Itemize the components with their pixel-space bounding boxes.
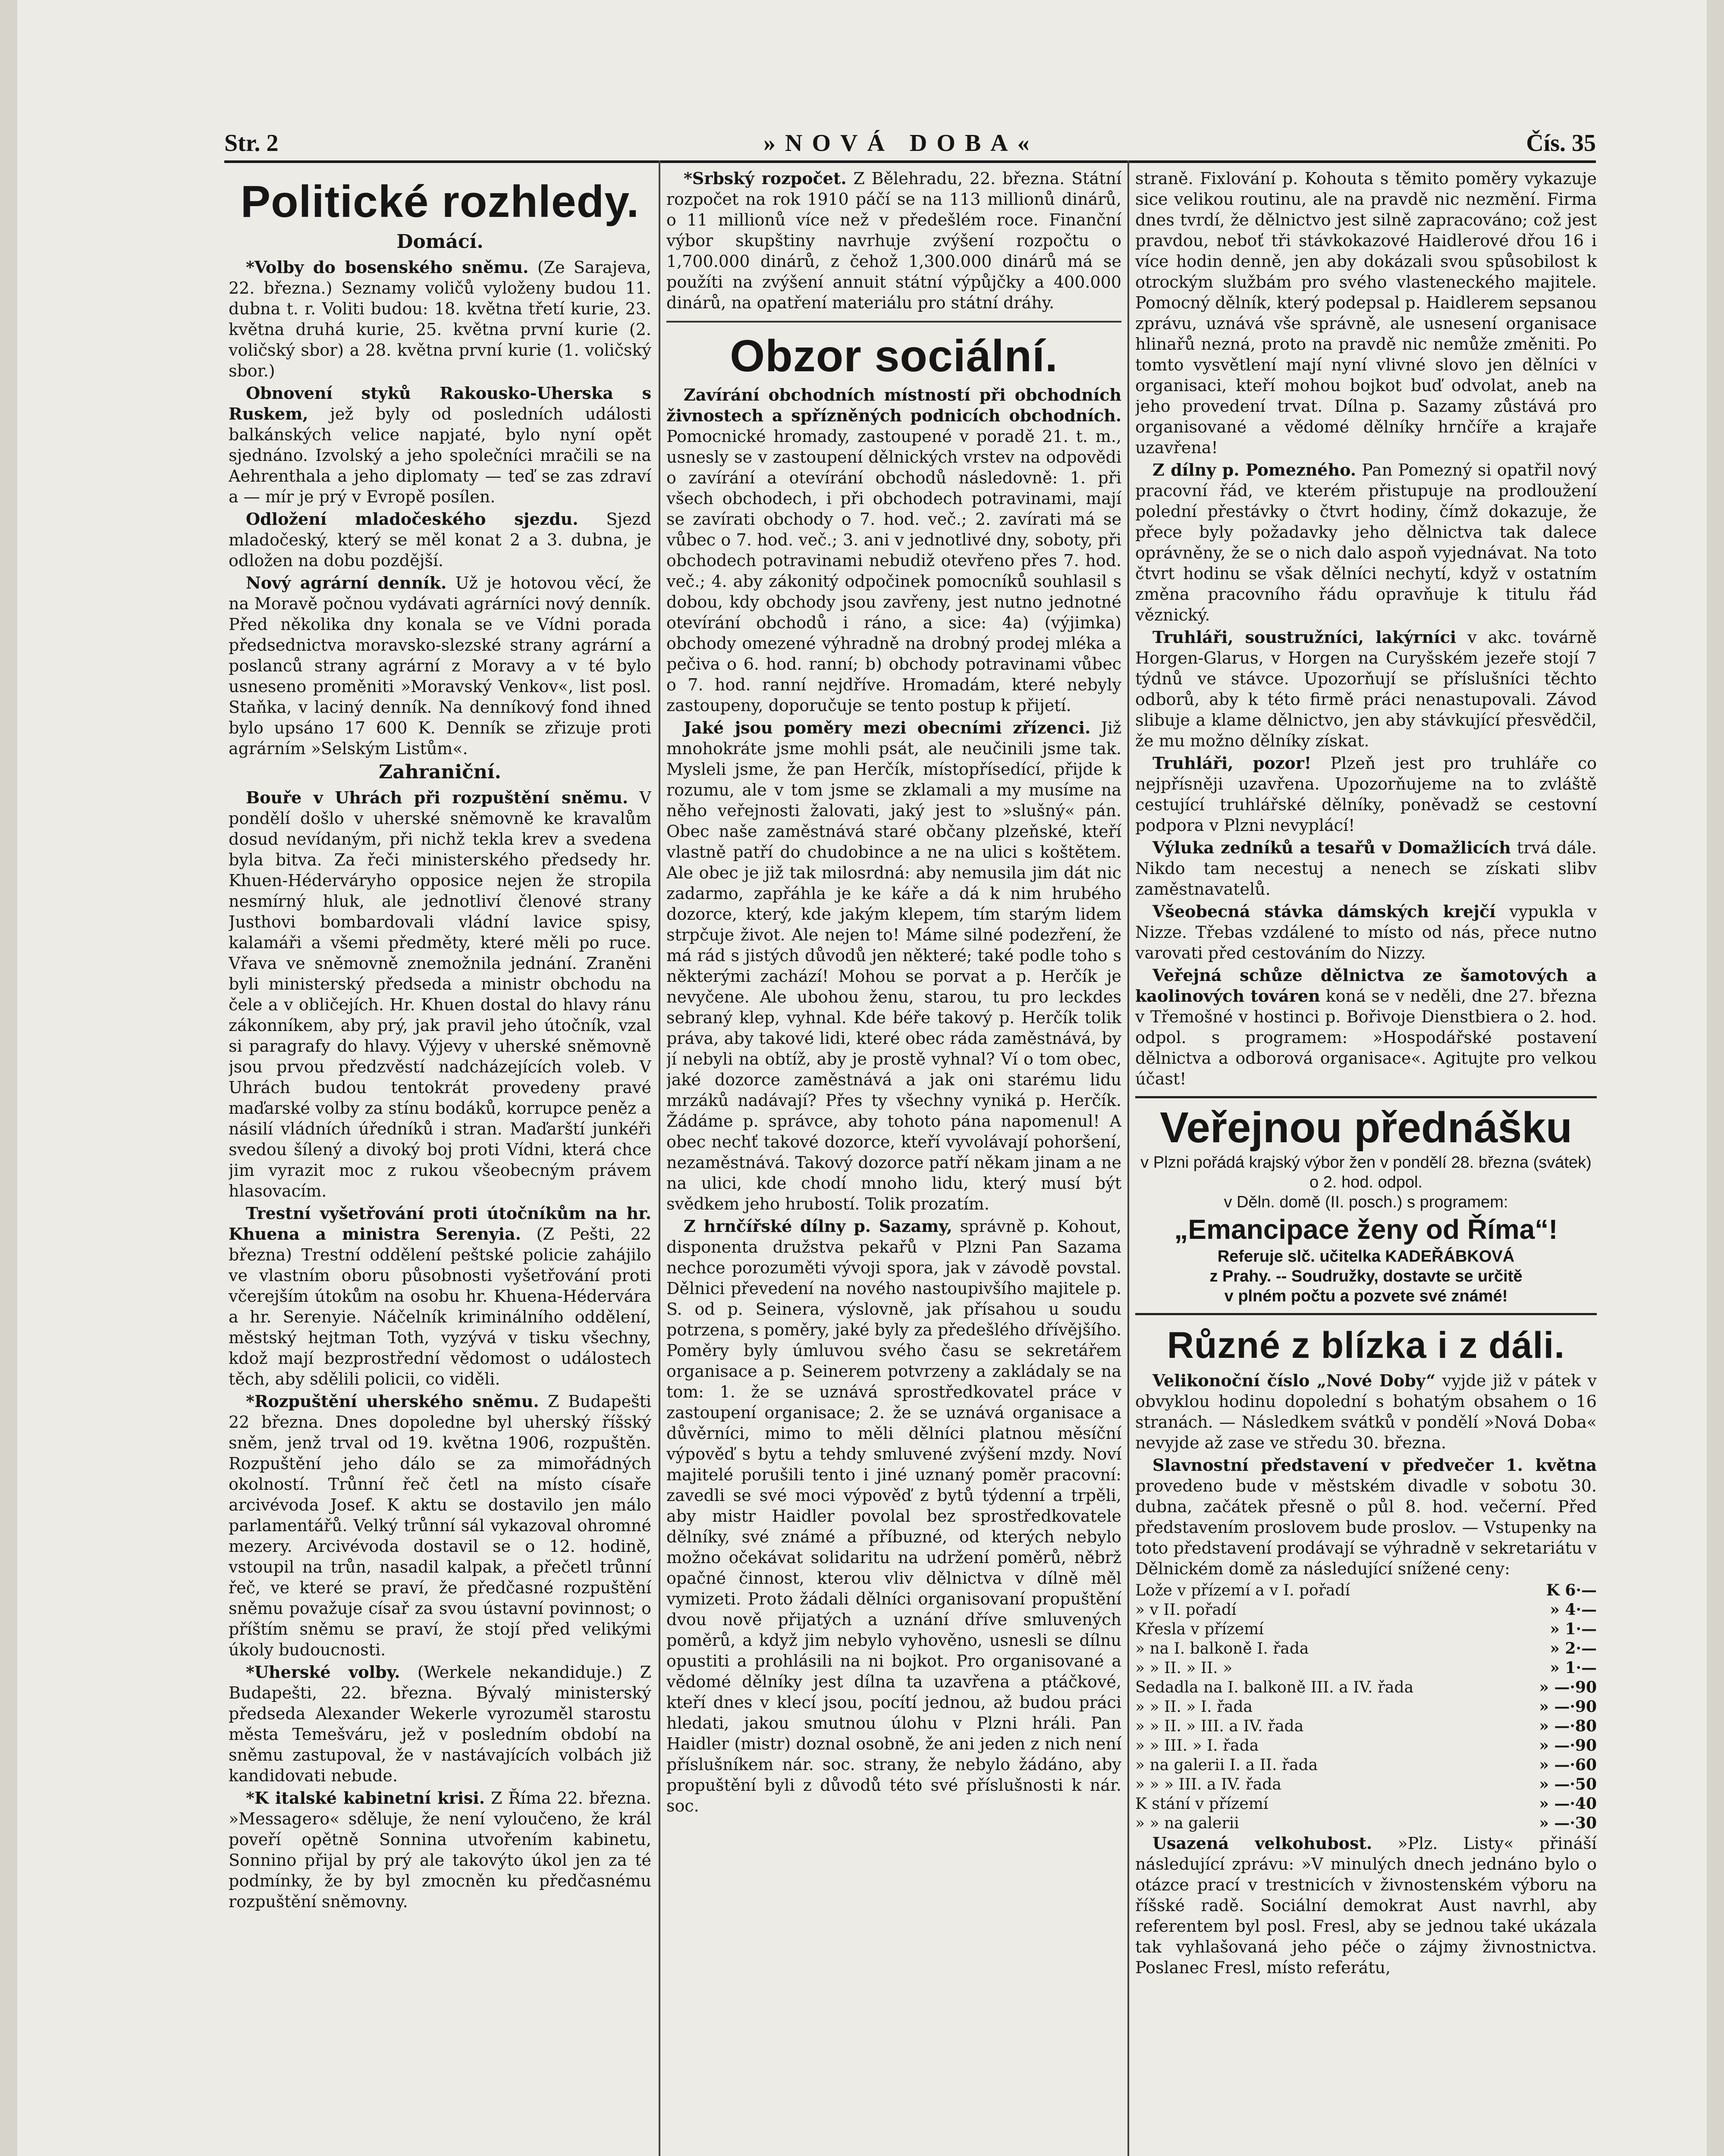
price-label: Křesla v přízemí	[1135, 1620, 1264, 1638]
price-row	[1135, 1794, 1597, 1814]
price-label: Lože v přízemí a v I. pořadí	[1135, 1582, 1350, 1599]
lecture-topic: „Emancipace ženy od Říma“!	[1174, 1214, 1558, 1245]
column-2	[666, 168, 1121, 2156]
price-row	[1135, 1814, 1597, 1833]
article-shop-closing: Zavírání obchodních místností při obchodních živnostech a spřízněných podnicích obchodních. Pomocnické hromady, zastoupené v poradě 21. t. m., usnesly se v zastoupení dělnických vrstev na odpovědi o zavírání a otevírání obchodů následovně: 1. při všech obchodech, i při obchodech potravinami, mají se zavírati obchody o 7. hod. več.; 2. zavírati má se vůbec o 7. hod. več.; 3. ani v jednotlivé dny, soboty, při obchodech potravinami nebudiž otevřeno přes 7. hod. več.; 4. aby zákonitý odpočinek pomocníků souhlasil s dobou, kdy obchody jsou zavřeny, jest nutno jednotné otevírání obchodů i ráno, a sice: 4a) (výjimka) obchody omezené výhradně na drobný prodej mléka a pečiva o 6. hod. ranní; b) obchody potravinami vůbec o 7. hod. ranní nejdříve. Hromadám, které nebyly zastoupeny, doporučuje se tento postup k přijetí.	[666, 385, 1121, 715]
price-label: Sedadla na I. balkoně III. a IV. řada	[1135, 1679, 1414, 1696]
section-title-misc: Různé z blízka i z dáli.	[1167, 1325, 1565, 1366]
article-pottery-workshop: Z hrnčířské dílny p. Sazamy, správně p. Kohout, disponenta družstva pekařů v Plzni Pan Sazama nechce porozuměti vývoji spora, jak v závodě povstal. Dělnici převedení na nového nastoupivšího majitele p. S. od p. Seinera, výslovně, jak přísahou u soudu potrzena, s poměry, jaké byly za předešlého dřívějšího. Poměry byly úmluvou svého času se sekretářem organisace a p. Seinerem potvrzeny a zakládaly se na tom: 1. že se uznává sprostředkovatel práce v zastoupení organisace; 2. že se uznává organisace a důvěrníci, mimo to měli dělníci platnou měsíční výpověď s bytu a tehdy smluvené zvýšení mzdy. Noví majitelé porušili tento i jiné uznaný poměr pracovní: zavedli se své moci výpověď z bytů týdenní a trpěli, aby mistr Haidler povolal bez sprostředkovatele dělníky, své známé a příbuzné, od kterých nebylo možno očekávat solidaritu na udržení poměrů, něbrž opačné činnost, kterou vliv dělnictva v dílně měl vymizeti. Proto žádali dělníci organisovaní propuštění dvou nově přijatých a uznání dříve smluvených poměrů, a když jim nebylo vyhověno, usnesli se dílnu opustiti a prohlásili na ni bojkot. Pro organisované a vědomé dělníky jest dílna ta uzavřena a ptáčkové, kteří dnes v klecí jsou, pocítí jednou, až budou práci hledati, jakou smutnou úlohu v Plzni hráli. Pan Haidler (mistr) doznal osobně, že ani jeden z nich není příslušníkem nár. soc. strany, že nebylo žádáno, aby propuštění byli z důvodů této své příslušnosti k nár. soc.	[666, 1216, 1121, 1815]
article-public-meeting: Veřejná schůze dělnictva ze šamotových a kaolinových továren koná se v neděli, dne 27. března v Třemošné v hostinci p. Bořivoje Dienstbiera o 2. hod. odpol. s programem: »Hospodářské postavení dělnictva a odborová organisace«. Agitujte pro velkou účast!	[1135, 965, 1597, 1088]
lecture-line-4: z Prahy. -- Soudružky, dostavte se určitě	[1209, 1267, 1523, 1285]
price-label: » » III. » I. řada	[1135, 1737, 1259, 1755]
article-hungary-storm: Bouře v Uhrách při rozpuštění sněmu. V pondělí došlo v uherské sněmovně ke kravalům dosud nevídaným, při nichž tekla krev a svedena byla bitva. Za řeči ministerského předsedy hr. Khuen-Héderváryho opposice nejen že stropila nesmírný hluk, ale jednotliví členové strany Justhovi bombardovali vládní lavice spisy, kalamáři a všemi předměty, které měli po ruce. Vřava ve sněmovně znemožnila jednání. Zraněni byli ministerský předseda a ministr obchodu na čele a v obličejích. Hr. Khuen dostal do hlavy ránu zákonníkem, aby prý, jak pravil jeho útočník, vzal si paragrafy do hlavy. Výjevy v uherské sněmovně jsou prvou předzvěstí nadcházejících voleb. V Uhrách budou tentokrát provedeny pravé maďarské volby za stínu bodáků, korrupce peněz a násilí vládních úředníků i stran. Maďarští junkéři svedou šílený a divoký boj proti Vídni, která chce jim vyrazit moc z rukou všeobecným právem hlasovacím.	[229, 788, 651, 1200]
price-row	[1135, 1600, 1597, 1620]
section-title-social: Obzor sociální.	[730, 331, 1058, 381]
price-value: » 2·—	[1550, 1639, 1597, 1658]
price-label: K stání v přízemí	[1135, 1795, 1269, 1813]
price-value: » —·30	[1539, 1814, 1597, 1832]
article-criminal-investigation: Trestní vyšetřování proti útočníkům na hr. Khuena a ministra Serenyia. (Z Pešti, 22 března) Trestní oddělení peštské policie zahájilo ve vlastním oboru působnosti vyšetřování proti včerejším útokům na osobu hr. Khuena-Hédervára a hr. Serenyie. Náčelník kriminálního oddělení, městský hejtman Toth, vyzývá v tisku všechny, kdož mají bezprostřední vědomost o událostech těch, aby sdělili policii, co viděli.	[229, 1203, 651, 1388]
price-row	[1135, 1755, 1597, 1775]
article-festive-performance: Slavnostní představení v předvečer 1. května provedeno bude v městském divadle v sobotu 30. dubna, začátek přesně o půl 8. hod. večerní. Před představením proslovem bude proslov. — Vstupenky na toto představení prodávají se výhradně v sekretariátu v Dělnickém domě za následující snížené ceny:	[1135, 1455, 1597, 1578]
lecture-title: Veřejnou přednášku	[1160, 1103, 1572, 1152]
article-big-mouth: Usazená velkohubost. »Plz. Listy« přináší následující zprávu: »V minulých dnech jednáno bylo o otázce prací v trestnicích v živnostenském výboru na říšské radě. Sociální demokrat Aust navrhl, aby referentem byl posl. Fresl, aby se jednou také ukázala tak vyhlašovaná jeho péče o zájmy živnostnictva. Poslanec Fresl, místo referátu,	[1135, 1833, 1597, 1977]
article-young-czech-congress: Odložení mladočeského sjezdu. Sjezd mladočeský, který se měl konat 2 a 3. dubna, je odložen na dobu pozdější.	[229, 509, 651, 570]
price-row	[1135, 1697, 1597, 1717]
price-value: » —·40	[1539, 1795, 1597, 1813]
scan-edge-left	[0, 0, 17, 2156]
article-serbian-budget: *Srbský rozpočet. Z Bělehradu, 22. března. Státní rozpočet na rok 1910 páčí se na 113 millionů dinárů, o 11 millionů více než v předešlém roce. Finanční výbor skupštiny navrhuje zvýšení rozpočtu o 1,700.000 dinárů, z čehož 1,300.000 dinárů má se použíti na zvýšení annuit státní výpůjčky a 400.000 dinárů, na opatření materiálu pro státní dráhy.	[666, 169, 1121, 312]
price-value: » —·90	[1539, 1736, 1597, 1755]
article-italian-crisis: *K italské kabinetní krisi. Z Říma 22. března. »Messagero« sděluje, že není vyloučeno, že král poveří opětně Sonnina utvořením kabinetu, Sonnino přijal by prý ale takovýto úkol jen za té podmínky, že by byl zmocněn ku předčasnému rozpuštění sněmovny.	[229, 1788, 651, 1911]
column-1	[229, 168, 651, 2156]
article-municipal-workers: Jaké jsou poměry mezi obecními zřízenci. Již mnohokráte jsme mohli psát, ale neučinili jsme tak. Mysleli jsme, že pan Herčík, místopřísedící, přijde k rozumu, ale v tom jsme se zklamali a my musíme na něho veřejnosti žalovati, jaký jest to »slušný« pán. Obec naše zaměstnává staré občany plzeňské, kteří vlastně patří do chudobince a ne na ulici s koštětem. Ale obec je již tak milosrdná: aby nemusila jim dát nic zadarmo, zapřáhla je ke káře a dá k nim hrubého dozorce, který, kde jakým klepem, tím starým lidem strpčuje život. Ale nejen to! Máme silné podezření, že má rád s jistých důvodů jen některé; také podle toho s některými zachází! Mohou se porvat a p. Herčík je nevyčene. Ale ubohou ženu, starou, tu pro leckdes sebraný klep, vyhnal. Kde béře takový p. Herčík tolik práva, aby takové lidi, které obec ráda zaměstnává, by jí nebyli na obtíž, aby je prostě vyhnal? Ví o tom obec, jaké dozorce zaměstnává a jak oni starému lidu mrzáků nadávají? Přes ty všechny vyniká p. Herčík. Žádáme p. správce, aby tohoto pána napomenul! A obec nechť takové dozorce, kteří vyvolávají pohoršení, nezaměstnává. Takový dozorce patří někam jinam a ne na ulici, kde chodí mnoho lidu, který musí být svědkem jeho hrubostí. Tolik prozatím.	[666, 718, 1121, 1213]
article-carpenters-strike: Truhláři, soustružníci, lakýrníci v akc. továrně Horgen-Glarus, v Horgen na Curyšském jezeře stojí 7 týdnů ve stávce. Upozorňují se příslušníci těchto odborů, aby k této firmě práci nenastupovali. Závod slibuje a klame dělnictvo, jen aby stávkující přesvědčil, že mu možno dělníky získat.	[1135, 627, 1597, 750]
masthead-title: »NOVÁ DOBA«	[763, 130, 1039, 157]
lecture-line-3: Referuje slč. učitelka KADEŘÁBKOVÁ	[1217, 1247, 1515, 1266]
section-rule	[666, 321, 1121, 323]
header-rule	[224, 160, 1596, 163]
issue-number: Čís. 35	[1526, 130, 1596, 157]
subsection-foreign: Zahraniční.	[379, 761, 501, 783]
article-parliament-dissolution: *Rozpuštění uherského sněmu. Z Budapešti 22 března. Dnes dopoledne byl uherský říšský sněm, jenž trval od 19. května 1906, rozpuštěn. Rozpuštění jeho dálo se za mimořádných okolností. Trůnní řeč četl na místo císaře arcivévoda Josef. K aktu se dostavilo jen málo parlamentářů. Velký trůnní sál vykazoval ohromné mezery. Arcivévoda dostavil se o 12. hodině, vstoupil na trůn, nasadil kalpak, a přečetl trůnní řeč, ve které se praví, že předčasné rozpuštění sněmu považuje císař za svou ústavní povinnost; o příštím sněmu se praví, že stojí před velikými úkoly budoucnosti.	[229, 1391, 651, 1659]
price-value: » —·90	[1539, 1698, 1597, 1716]
article-easter-issue: Velikonoční číslo „Nové Doby“ vyjde již v pátek v obvyklou hodinu dopolední s bohatým obsahem o 16 stranách. — Následkem svátků v pondělí »Nová Doba« nevyjde až zase ve středu 30. března.	[1135, 1371, 1597, 1452]
price-row	[1135, 1736, 1597, 1755]
column-divider-2	[1127, 160, 1129, 2156]
article-lockout-domazlice: Výluka zedníků a tesařů v Domažlicích trvá dále. Nikdo tam necestuj a nenech se získati slibv zaměstnavatelů.	[1135, 838, 1597, 899]
section-title-politics: Politické rozhledy.	[240, 177, 640, 227]
price-row	[1135, 1581, 1597, 1600]
page-header	[224, 129, 1596, 164]
article-bosnian-elections: *Volby do bosenského sněmu. (Ze Sarajeva, 22. března.) Seznamy voličů vyloženy budou 11. dubna t. r. Voliti budou: 18. května třetí kurie, 23. května druhá kurie, 25. května první kurie (2. voličský sbor) a 28. května první kurie (1. voličský sbor.)	[229, 257, 651, 380]
price-value: » 1·—	[1550, 1620, 1597, 1638]
price-row	[1135, 1775, 1597, 1794]
article-austria-russia: Obnovení styků Rakousko-Uherska s Ruskem, jež byly od posledních události balkánských velice napjaté, bylo nyní opět sjednáno. Izvolský a jeho společníci mračili se na Aehrenthala a jeho diplomaty — teď se zas zdraví a — mír je prý v Evropě posílen.	[229, 383, 651, 506]
price-value: » 1·—	[1550, 1659, 1597, 1677]
price-label: » na I. balkoně I. řada	[1135, 1640, 1309, 1658]
price-label: » » II. » II. »	[1135, 1659, 1233, 1677]
price-label: » » II. » I. řada	[1135, 1698, 1253, 1716]
article-tailors-strike: Všeobecná stávka dámských krejčí vypukla v Nizze. Třebas vzdálené to místo od nás, přece nutno varovati před cestováním do Nizzy.	[1135, 902, 1597, 962]
lecture-announcement-box	[1135, 1096, 1597, 1315]
scan-edge-right	[1707, 0, 1724, 2156]
price-value: K 6·—	[1546, 1581, 1597, 1599]
price-value: » —·80	[1539, 1717, 1597, 1735]
page-number: Str. 2	[224, 130, 279, 157]
price-row	[1135, 1678, 1597, 1697]
price-value: » 4·—	[1550, 1601, 1597, 1619]
price-label: » » » III. a IV. řada	[1135, 1776, 1281, 1793]
price-row	[1135, 1620, 1597, 1639]
lecture-line-2: v Děln. domě (II. posch.) s programem:	[1224, 1193, 1508, 1211]
price-value: » —·60	[1539, 1756, 1597, 1774]
lecture-line-1: v Plzni pořádá krajský výbor žen v pondělí 28. března (svátek) o 2. hod. odpol.	[1140, 1153, 1592, 1191]
article-carpenters-warning: Truhláři, pozor! Plzeň jest pro truhláře co nejpřísněji uzavřena. Upozorňujeme na to zvláště cestující truhlářské dělníky, poněvadž se cestovní podpora v Plzni nevyplácí!	[1135, 753, 1597, 835]
price-label: » na galerii I. a II. řada	[1135, 1756, 1318, 1774]
lecture-line-5: v plném počtu a pozvete své známé!	[1224, 1287, 1508, 1305]
price-row	[1135, 1658, 1597, 1678]
ticket-price-table	[1135, 1581, 1597, 1833]
price-label: » » na galerii	[1135, 1814, 1239, 1832]
article-agrarian-daily: Nový agrární denník. Už je hotovou věcí, že na Moravě počnou vydávati agrárníci nový denník. Před několika dny konala se ve Vídni porada předsednictva moravsko-slezské strany agrární a poslanců strany agrární z Moravy a v té bylo usneseno proměniti »Moravský Venkov«, list posl. Staňka, v laciný denník. Na denníkový fond ihned bylo upsáno 17 600 K. Denník se zřizuje proti agrárním »Selským Listům«.	[229, 573, 651, 758]
article-pottery-continued: straně. Fixlování p. Kohouta s těmito poměry vykazuje sice velikou routinu, ale na pravdě nic nezmění. Firma dnes tvrdí, že dělnictvo jest silně zapracováno; což jest pravdou, neboť tři stávkokazové Haidlerové dřou 16 i více hodin denně, jen aby dokázali svou spůsobilost k otrockým službám pro svého vlasteneckého majitele. Pomocný dělník, který podepsal p. Haidlerem sepsanou zprávu, uznává vše správně, ale usnesení organisace hlinařů nezná, proto na pravdě nic nemůže změniti. Po tomto vysvětlení mají nyní vlivné slovo jen dělníci v organisaci, kteří mohou bojkot buď odvolat, aneb na jeho provedení trvat. Dílna p. Sazamy zůstává pro organisované a vědomé dělníky hrnčíře a krajaře uzavřena!	[1135, 169, 1597, 457]
price-row	[1135, 1717, 1597, 1736]
price-value: » —·90	[1539, 1678, 1597, 1696]
column-divider-1	[659, 160, 660, 2156]
price-label: » » II. » III. a IV. řada	[1135, 1717, 1304, 1735]
article-hungarian-elections: *Uherské volby. (Werkele nekandiduje.) Z Budapešti, 22. března. Bývalý ministerský předseda Alexander Wekerle vyrozuměl starostu města Temešváru, jež v posledním období na sněmu zastupoval, že v nastávajících volbách již kandidovati nebude.	[229, 1662, 651, 1785]
price-value: » —·50	[1539, 1775, 1597, 1793]
price-label: » v II. pořadí	[1135, 1601, 1237, 1619]
article-pomezny-workshop: Z dílny p. Pomezného. Pan Pomezný si opatřil nový pracovní řád, ve kterém přistupuje na prodloužení polední přestávky o čtvrt hodiny, čímž dokazuje, že přece byly požadavky jeho dělnictva tak dalece oprávněny, že se o nich dalo aspoň vyjednávat. Na toto čtvrt hodinu se však dělníci nechytí, když v ostatním změna pracovního řádu opravňuje k titulu řád věznický.	[1135, 460, 1597, 624]
subsection-domestic: Domácí.	[396, 231, 484, 253]
column-3	[1135, 168, 1597, 2156]
price-row	[1135, 1639, 1597, 1658]
